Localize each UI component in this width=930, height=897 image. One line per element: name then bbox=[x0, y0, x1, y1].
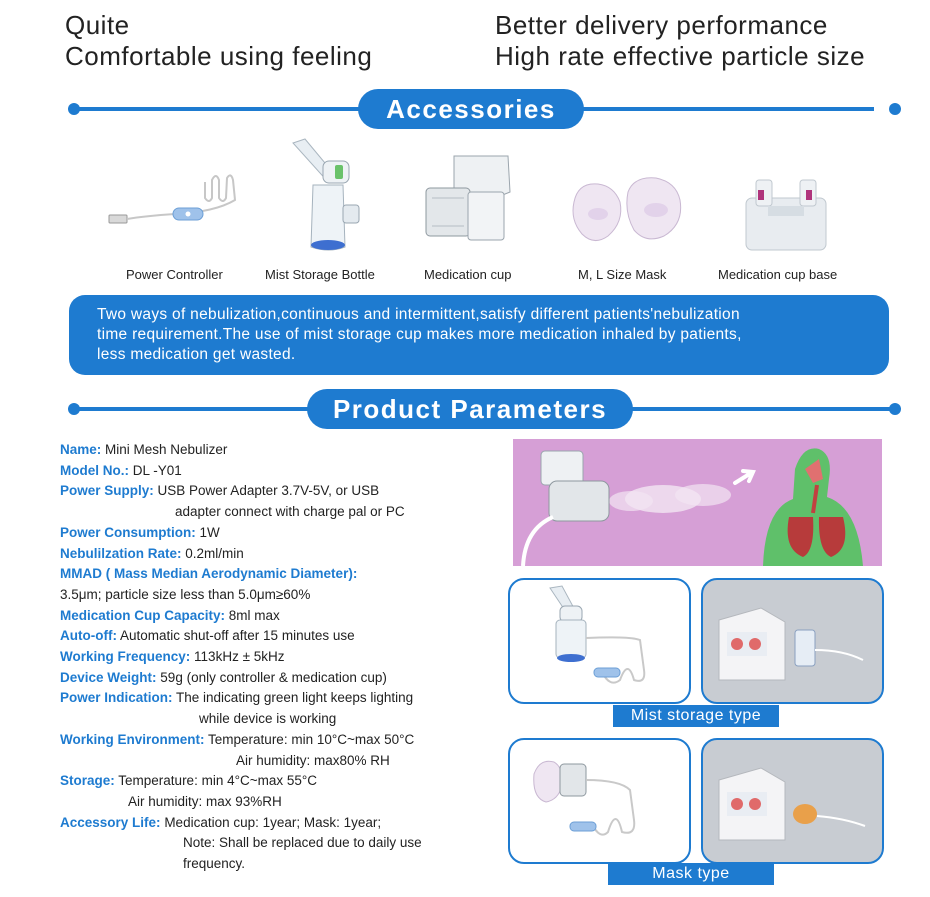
mist-device-icon bbox=[510, 580, 689, 702]
info-line-2: time requirement.The use of mist storage cup makes more medication inhaled by patients, bbox=[97, 326, 742, 343]
param-row-cont: frequency. bbox=[183, 856, 246, 872]
cable-controller-icon bbox=[105, 170, 255, 240]
param-row bbox=[60, 564, 500, 585]
param-value: Temperature: min 10°C~max 50°C bbox=[208, 731, 415, 747]
accessory-label-cup-base: Medication cup base bbox=[718, 267, 838, 282]
param-value: USB Power Adapter 3.7V-5V, or USB bbox=[157, 483, 380, 499]
param-row-cont: 3.5μm; particle size less than 5.0μm≥60% bbox=[60, 586, 311, 602]
param-row bbox=[60, 668, 500, 689]
param-key: Working Environment: bbox=[60, 731, 205, 747]
param-value: The indicating green light keeps lighting bbox=[176, 690, 414, 706]
param-key: Device Weight: bbox=[60, 669, 157, 685]
param-row-cont: Air humidity: max80% RH bbox=[236, 752, 390, 768]
mask-icon bbox=[568, 172, 688, 252]
mask-device-icon bbox=[510, 740, 689, 862]
param-row bbox=[60, 626, 500, 647]
param-value: 113kHz ± 5kHz bbox=[194, 649, 285, 665]
param-row bbox=[60, 730, 500, 751]
photo-mist-device bbox=[508, 578, 691, 704]
cup-base-icon bbox=[744, 176, 828, 252]
param-row bbox=[60, 606, 500, 627]
param-row bbox=[60, 647, 500, 668]
feature-left-line1: Quite bbox=[65, 10, 130, 40]
param-row bbox=[60, 544, 500, 565]
feature-right-line1: Better delivery performance bbox=[495, 10, 828, 40]
param-row-cont: Note: Shall be replaced due to daily use bbox=[183, 835, 422, 851]
feature-right bbox=[495, 10, 865, 72]
param-key: Model No.: bbox=[60, 462, 129, 478]
photo-mask-package bbox=[701, 738, 884, 864]
caption-mist-storage-type: Mist storage type bbox=[613, 705, 779, 727]
param-value: Medication cup: 1year; Mask: 1year; bbox=[164, 814, 382, 830]
param-value: Mini Mesh Nebulizer bbox=[105, 442, 228, 457]
param-key: Power Consumption: bbox=[60, 524, 196, 540]
heading-dot-right bbox=[889, 403, 901, 415]
param-row bbox=[60, 481, 500, 502]
param-value: 59g (only controller & medication cup) bbox=[160, 669, 387, 685]
info-line-1: Two ways of nebulization,continuous and intermittent,satisfy different patients'nebulization bbox=[97, 306, 740, 323]
param-value: Automatic shut-off after 15 minutes use bbox=[119, 628, 355, 644]
param-key: Name: bbox=[60, 442, 102, 457]
photo-mask-device bbox=[508, 738, 691, 864]
param-value: Temperature: min 4°C~max 55°C bbox=[118, 773, 318, 789]
heading-dot-right bbox=[889, 103, 901, 115]
photo-mist-package bbox=[701, 578, 884, 704]
package-box-icon bbox=[703, 580, 882, 702]
param-value: 1W bbox=[199, 524, 220, 540]
accessory-label-mask: M, L Size Mask bbox=[578, 267, 667, 282]
param-row bbox=[60, 813, 500, 834]
param-row-cont: Air humidity: max 93%RH bbox=[128, 793, 282, 809]
parameters-list bbox=[60, 440, 500, 875]
param-row bbox=[60, 771, 500, 792]
info-line-3: less medication get wasted. bbox=[97, 346, 296, 363]
nebulization-illustration bbox=[513, 439, 882, 566]
package-box-icon bbox=[703, 740, 882, 862]
param-key: Accessory Life: bbox=[60, 814, 161, 830]
param-row bbox=[60, 461, 500, 482]
param-key: Storage: bbox=[60, 773, 115, 789]
param-value: 8ml max bbox=[228, 607, 280, 623]
param-key: Auto-off: bbox=[60, 628, 117, 644]
param-key: Power Indication: bbox=[60, 690, 173, 706]
parameters-title: Product Parameters bbox=[307, 389, 633, 429]
caption-mask-type: Mask type bbox=[608, 863, 774, 885]
param-row bbox=[60, 440, 500, 461]
feature-right-line2: High rate effective particle size bbox=[495, 41, 866, 71]
medication-cup-icon bbox=[418, 152, 518, 252]
feature-left-line2: Comfortable using feeling bbox=[65, 41, 373, 71]
param-value: DL -Y01 bbox=[132, 462, 182, 478]
param-key: Working Frequency: bbox=[60, 649, 191, 665]
bottle-icon bbox=[285, 135, 365, 255]
param-key: MMAD ( Mass Median Aerodynamic Diameter): bbox=[60, 566, 358, 582]
accessory-label-medication-cup: Medication cup bbox=[424, 267, 512, 282]
param-row bbox=[60, 688, 500, 709]
feature-left bbox=[65, 10, 372, 72]
accessory-label-power-controller: Power Controller bbox=[126, 267, 223, 282]
param-key: Power Supply: bbox=[60, 483, 154, 499]
info-box bbox=[69, 295, 889, 375]
param-row-cont: adapter connect with charge pal or PC bbox=[175, 504, 405, 520]
accessories-title: Accessories bbox=[358, 89, 584, 129]
param-row-cont: while device is working bbox=[199, 711, 337, 727]
param-value: 0.2ml/min bbox=[185, 545, 244, 561]
param-row bbox=[60, 523, 500, 544]
param-key: Medication Cup Capacity: bbox=[60, 607, 226, 623]
accessory-label-mist-bottle: Mist Storage Bottle bbox=[265, 267, 375, 282]
param-key: Nebulilzation Rate: bbox=[60, 545, 182, 561]
